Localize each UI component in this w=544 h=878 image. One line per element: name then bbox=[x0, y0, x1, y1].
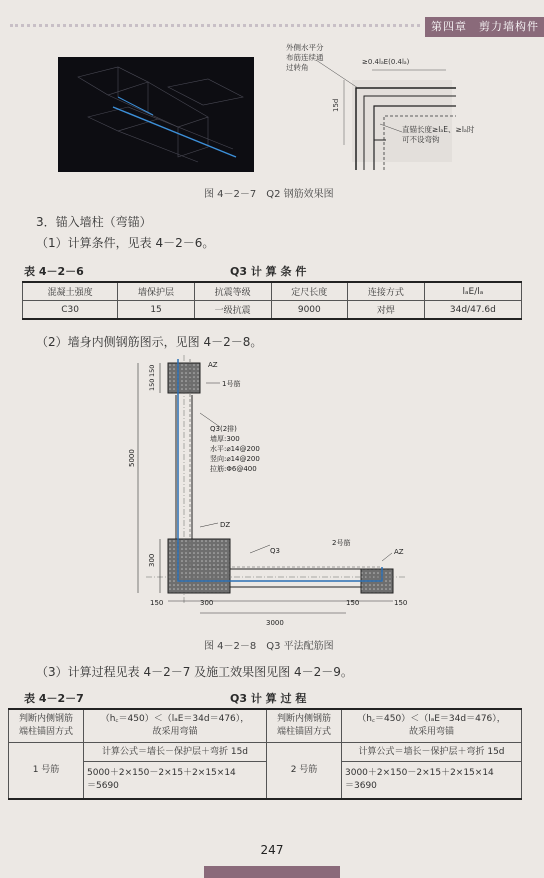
table-header-cell: lₐE/lₐ bbox=[424, 282, 521, 301]
table-header-cell: 墙保护层 bbox=[118, 282, 195, 301]
q3-label: Q3 bbox=[270, 547, 280, 555]
dim-300-horizontal: 300 bbox=[200, 599, 214, 607]
footer-bar bbox=[204, 866, 340, 878]
dim-150-right: 150 bbox=[394, 599, 408, 607]
dim-5000: 5000 bbox=[128, 449, 136, 467]
condition-1-line2: 故采用弯锚 bbox=[152, 727, 198, 737]
q3-spec-line2: 墙厚:300 bbox=[210, 435, 240, 443]
dim-150-b: 150 bbox=[148, 378, 156, 391]
dim-150-middle: 150 bbox=[346, 599, 360, 607]
az-right-label: AZ bbox=[394, 548, 404, 556]
corner-detail-drawing bbox=[286, 40, 476, 180]
chapter-header: 第四章 剪力墙构件 bbox=[425, 17, 544, 37]
table-cell: 9000 bbox=[271, 301, 348, 320]
outer-rebar-note-line3: 过转角 bbox=[286, 63, 309, 72]
judge-label-line2: 端柱锚固方式 bbox=[276, 727, 331, 737]
table-row bbox=[9, 762, 522, 800]
table-cell: 34d/47.6d bbox=[424, 301, 521, 320]
table-row bbox=[9, 743, 522, 762]
q3-spec-line4: 竖向:⌀14@200 bbox=[210, 455, 260, 463]
table-cell: 一级抗震 bbox=[194, 301, 271, 320]
dz-label: DZ bbox=[220, 521, 231, 529]
table-4-2-6 bbox=[22, 281, 522, 320]
rebar-2-label: 2号筋 bbox=[332, 539, 351, 547]
q3-rebar-plan-drawing bbox=[120, 355, 420, 630]
condition-2-line1: （h꜀＝450）＜（lₐE＝34d＝476）， bbox=[357, 714, 506, 724]
dim-3000: 3000 bbox=[266, 619, 284, 627]
calc-1-line2: ＝5690 bbox=[87, 781, 119, 791]
table-cell: 15 bbox=[118, 301, 195, 320]
dim-300-vertical: 300 bbox=[148, 553, 156, 567]
judge-label-line2: 端柱锚固方式 bbox=[18, 727, 73, 737]
table-row bbox=[23, 301, 522, 320]
fig-4-2-7-caption: 图 4－2－7 Q2 钢筋效果图 bbox=[204, 189, 334, 200]
condition-1-line1: （h꜀＝450）＜（lₐE＝34d＝476）， bbox=[100, 714, 250, 724]
az-top-label: AZ bbox=[208, 361, 218, 369]
para-calc-conditions: （1）计算条件，见表 4－2－6。 bbox=[36, 236, 215, 250]
dim-side-label: 15d bbox=[332, 98, 340, 112]
q3-spec-line1: Q3(2排) bbox=[210, 425, 237, 433]
dim-150-left: 150 bbox=[150, 599, 164, 607]
calc-2-line2: ＝3690 bbox=[345, 781, 377, 791]
table-cell: C30 bbox=[23, 301, 118, 320]
page-number: 247 bbox=[260, 843, 284, 857]
condition-cell-2 bbox=[342, 709, 522, 743]
formula-1: 计算公式＝墙长－保护层＋弯折 15d bbox=[84, 743, 267, 762]
table-4-2-6-title: Q3 计 算 条 件 bbox=[230, 265, 307, 278]
q2-rebar-3d-render bbox=[58, 57, 254, 172]
straight-anchor-note-line2: 可不设弯钩 bbox=[402, 135, 440, 144]
dim-150-a: 150 bbox=[148, 364, 156, 377]
table-row bbox=[9, 709, 522, 743]
straight-anchor-note-line1: 直锚长度≥lₐE、≥lₐ时 bbox=[402, 125, 475, 134]
judge-label-line1: 判断内侧钢筋 bbox=[276, 714, 331, 724]
para-rebar-diagram: （2）墙身内侧钢筋图示，见图 4－2－8。 bbox=[36, 335, 263, 349]
rebar-1-label: 1号筋 bbox=[222, 380, 241, 388]
section-3-heading: 3．锚入墙柱（弯锚） bbox=[36, 215, 152, 229]
judge-label-line1: 判断内侧钢筋 bbox=[18, 714, 73, 724]
calc-2-line1: 3000＋2×150－2×15＋2×15×14 bbox=[345, 768, 494, 778]
q3-spec-line3: 水平:⌀14@200 bbox=[210, 445, 260, 453]
dim-top-label: ≥0.4lₐE(0.4lₐ) bbox=[362, 58, 410, 66]
q3-spec-line5: 拉筋:Φ6@400 bbox=[210, 465, 257, 473]
header-dotted-rule bbox=[10, 24, 420, 27]
bar-1-label: 1 号筋 bbox=[9, 743, 84, 800]
calc-1-line1: 5000＋2×150－2×15＋2×15×14 bbox=[87, 768, 236, 778]
judge-label-cell bbox=[9, 709, 84, 743]
table-4-2-6-number: 表 4－2－6 bbox=[24, 265, 84, 278]
table-4-2-7-number: 表 4－2－7 bbox=[24, 692, 84, 705]
calc-1-cell bbox=[84, 762, 267, 800]
condition-cell-1 bbox=[84, 709, 267, 743]
condition-2-line2: 故采用弯锚 bbox=[408, 727, 454, 737]
bar-2-label: 2 号筋 bbox=[267, 743, 342, 800]
formula-2: 计算公式＝墙长－保护层＋弯折 15d bbox=[342, 743, 522, 762]
outer-rebar-note-line2: 布筋连续通 bbox=[286, 53, 324, 62]
table-header-cell: 定尺长度 bbox=[271, 282, 348, 301]
table-4-2-7 bbox=[8, 708, 522, 800]
table-cell: 对焊 bbox=[348, 301, 425, 320]
table-header-row bbox=[23, 282, 522, 301]
outer-rebar-note-line1: 外侧水平分 bbox=[286, 43, 324, 52]
para-calc-process: （3）计算过程见表 4－2－7 及施工效果图见图 4－2－9。 bbox=[36, 665, 353, 679]
table-header-cell: 抗震等级 bbox=[194, 282, 271, 301]
table-header-cell: 连接方式 bbox=[348, 282, 425, 301]
fig-4-2-8-caption: 图 4－2－8 Q3 平法配筋图 bbox=[204, 641, 334, 652]
calc-2-cell bbox=[342, 762, 522, 800]
table-header-cell: 混凝土强度 bbox=[23, 282, 118, 301]
judge-label-cell bbox=[267, 709, 342, 743]
q2-render-lines bbox=[58, 57, 254, 172]
table-4-2-7-title: Q3 计 算 过 程 bbox=[230, 692, 307, 705]
